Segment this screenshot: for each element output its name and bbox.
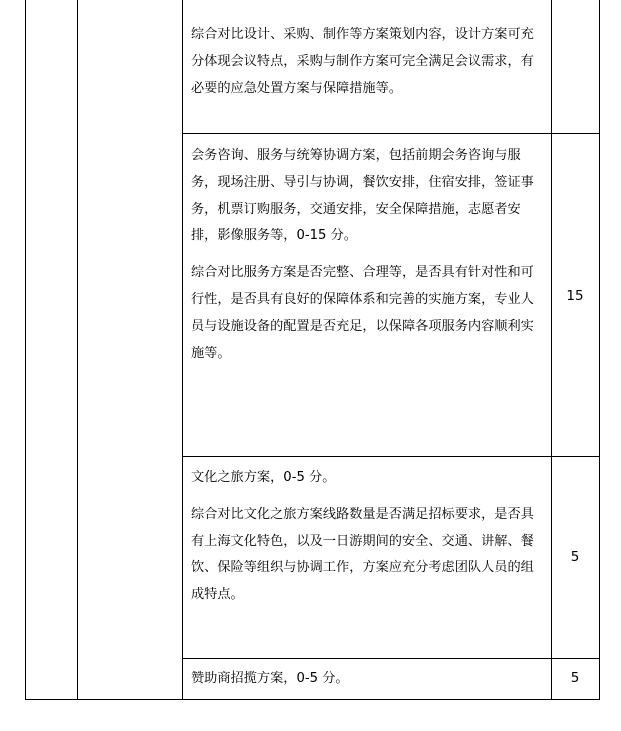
row-2-paragraph-2: 综合对比服务方案是否完整、合理等，是否具有针对性和可行性，是否具有良好的保障体系和完善的实施方案，专业人员与设施设备的配置是否充足，以保障各项服务内容顺利实施等。 bbox=[191, 265, 534, 361]
column-divider-1 bbox=[77, 0, 78, 699]
row-divider-1 bbox=[182, 133, 599, 134]
table-row bbox=[191, 465, 547, 609]
table-row bbox=[191, 22, 547, 102]
row-3-paragraph-1: 文化之旅方案，0-5 分。 bbox=[191, 470, 336, 485]
row-divider-3 bbox=[182, 658, 599, 659]
row-3-paragraph-2: 综合对比文化之旅方案线路数量是否满足招标要求，是否具有上海文化特色，以及一日游期间的安全、交通、讲解、餐饮、保险等组织与协调工作，方案应充分考虑团队人员的组成特点。 bbox=[191, 506, 534, 603]
row-2-paragraph-1: 会务咨询、服务与统筹协调方案，包括前期会务咨询与服务，现场注册、导引与协调，餐饮安排，住宿安排，签证事务，机票订购服务，交通安排，安全保障措施，志愿者安排，影像服务等，0-15 分。 bbox=[191, 148, 534, 244]
column-divider-3 bbox=[551, 0, 552, 699]
table-border-left bbox=[25, 0, 26, 699]
column-divider-2 bbox=[182, 0, 183, 699]
row-3-score: 5 bbox=[570, 549, 580, 565]
row-divider-2 bbox=[182, 456, 599, 457]
table-row bbox=[191, 143, 547, 367]
row-4-score: 5 bbox=[570, 670, 580, 686]
row-2-score: 15 bbox=[566, 288, 584, 304]
row-4-paragraph-1: 赞助商招揽方案，0-5 分。 bbox=[191, 671, 349, 686]
table-row bbox=[191, 666, 547, 693]
row-1-paragraph-1: 综合对比设计、采购、制作等方案策划内容，设计方案可充分体现会议特点，采购与制作方案可完全满足会议需求，有必要的应急处置方案与保障措施等。 bbox=[191, 27, 534, 96]
